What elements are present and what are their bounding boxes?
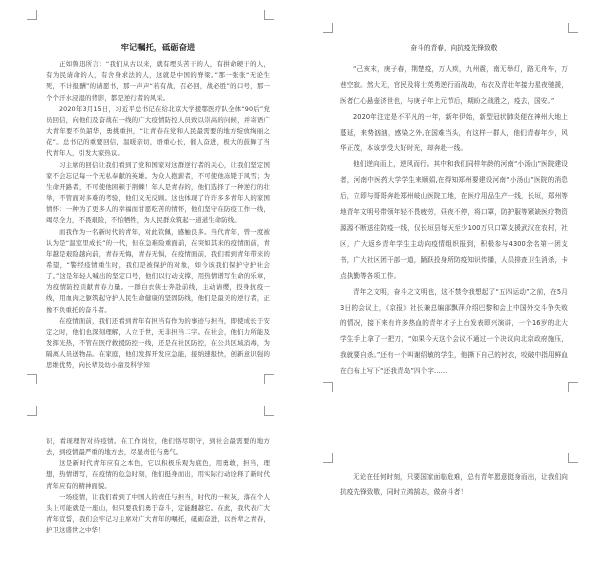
essay-title: 奋斗的青春，向抗疫先锋致敬: [410, 44, 498, 52]
document-page-2: [300, 0, 600, 395]
crop-mark-top-left: [323, 23, 333, 33]
paragraph: 2020年注定是不平凡的一年，新年伊始，新型冠状肺炎便在神州大地上蔓延，来势汹汹，感染之外,在国难当头，有这样一群人，他们青春年少，风华正茂，本该享受大好时光，却奔赴一线。: [340, 112, 568, 153]
document-page-3: [0, 400, 300, 563]
crop-mark-top-left: [27, 10, 37, 20]
crop-mark-top-right: [264, 10, 274, 20]
page-4-body: [340, 470, 568, 500]
crop-mark-bottom-left: [27, 374, 37, 384]
paragraph: 而我作为一名新时代的青年，对此钦佩，感触良多。当代青年，曾一度被认为是“温室里成长”的一代，但在急难险重面前，在突如其来的疫情面前，青年越是艰险越向前，青春无悔，青春无惧，在疫情面前，我们看到青年带来的希望，“警经疫情重生时，我们是被保护的对象，如今该我们保护守护社会了。”这是年轻人喊出的坚定口号，他们以行动支撑，用热情谱写生命的乐章，为疫情防控贡献青春力量。一群白衣侠士奔赴前线，主动请缨，投身抗疫一线，用血肉之躯筑起守护人民生命健康的坚固防线，他们是最美的逆行者，正像不负重托的奋斗者。: [46, 227, 270, 314]
paragraph: 习主席的回信让我们看到了党和国家对这群逆行者的关心，让我们坚定国家不会忘记每一个无私奉献的英雄。为众人抱薪者，不可使他冻毙于风雪；为生命开路者，不可使他困顿于荆棘！年人是青春的，他们选择了一种逆行的壮举，不管面对多难的考验，他们义无反顾。这也体现了许许多多青年人的家国情怀：一种为了更多人的幸福而甘愿吃苦的情怀，他们坚守在防疫工作一线，竭尽全力，不畏艰险，不怕牺牲，为人民群众筑起一道道生命防线。: [46, 160, 270, 225]
crop-mark-top-right: [264, 406, 274, 416]
paragraph: 2020年3月15日，习近平总书记在给北京大学援鄂医疗队全体“90后”党员回信，向他们及奋战在一线的广大疫情防控人员致以崇高的问候，并寄语广大青年要不负韶华，勇挑重担，“让青春在党和人民最需要的地方绽放绚丽之花”。总书记的重要回信，温暖亲切，语重心长，催人奋进，极大的鼓舞了当代青年人，引发大家热议。: [46, 104, 270, 158]
paragraph: 正如鲁迅所言：“我们从古以来，就有埋头苦干的人，有拼命硬干的人，有为民请命的人，有舍身求法的人，这就是中国的脊梁。”那一张张“无论生死，不计报酬”的请愿书，那一声声“若有战，召必回，战必胜”的口号，那一个个汗水浸湿的背影，都是逆行者的风采。: [46, 60, 270, 102]
crop-mark-bottom-right: [568, 382, 578, 392]
page-3-body: [46, 436, 270, 536]
document-page-4: [300, 400, 600, 563]
crop-mark-top-left: [27, 406, 37, 416]
paragraph: 这是新时代青年应有之本色，它以积极乐观为底色，用勇敢，担当，理想，热情谱写，在疫情的危急时刻，他们挺身而出，用实际行动诠释了新时代青年应有的精神面貌。: [46, 459, 270, 490]
document-page-1: [0, 0, 300, 395]
paragraph: 他们逆向而上，逆风而行。其中和我们同样年龄的河南“小汤山”医院建设者，河南中医药大学学生来顺娟,在得知郑州要建设河南“小汤山”医院的消息后，立即与哥哥奔赴郑州岐山医院工地，在医疗用品生产一线，长垣，郑州等地青年文明号带领年轻不畏疲劳，昼夜不停，将口罩，防护服等紧缺医疗物资源源不断送往防疫一线，仅长垣县每天至少100万只口罩支援武汉在农村，社区，广大返乡青年学生主动向疫情组织报到，积极参与4300余名第一团支书，广大社区团干部一道，踊跃投身所防疫知识传播，人员排查卫生消杀，卡点执勤等各项工作。: [340, 160, 568, 280]
paragraph: 识，看现理智对待疫情。在工作岗位，他们恪尽职守，到社会最需要的地方去，到疫情最严重的地方去，尽显责任与勇气。: [46, 437, 270, 457]
crop-mark-bottom-left: [323, 382, 333, 392]
page-2-body: [340, 41, 568, 380]
paragraph: “己亥末，庚子春，荆楚疫，万人疾，九州震，南无举灯，路无舟车，万巷空寂。然大无，官民及将士英勇逆行而战劫，布衣及青壮年接力星夜驰援，医者仁心悬壶济世也，与庚子年上元节后，期盼之战胜之，疫去，国安。”: [340, 64, 568, 105]
paragraph: 青年之文明，奋斗之文明也，这不禁令我想起了“五四运动”之前，在5月3日的会议上，《京报》社长兼总编邵飘萍介绍巴黎和会上中国外交斗争失败的情况，接下来有许多热血的青年才子上台发表即兴演讲，一个16岁的北大学生手上拿了一把刀，“如果今天这个会议不通过一个决议向北京政府施压，我就要自杀。”还有一个叫谢绍敏的学生，他撕下自己的衬衣，咬破中指用鲜血在白布上写下“还我青岛”四个字……: [340, 287, 568, 376]
crop-mark-bottom-right: [264, 374, 274, 384]
crop-mark-top-right: [568, 23, 578, 33]
crop-mark-top-right: [568, 453, 578, 463]
paragraph: 在疫情面前，我们还看到青年有担当有作为的事迹与担当，即使成长于安定之时，他们也深刻理解，人立于世，无非担当二字。在社会，他们力所能及发挥光热，不管在医疗救援防控一线，还是在社区防控，在公共区域消毒，为隔离人员送物品。在家庭，他们发挥开发应急能，接纳速报快，创新意识强的思维优势，向长辈及幼小童及科学知: [46, 316, 270, 370]
essay-title: 牢记嘱托，砥砺奋进: [120, 42, 196, 52]
crop-mark-top-left: [323, 453, 333, 463]
paragraph: 一场疫情，让我们看到了中国人的责任与担当，时代的一粒灰，落在个人头上可能就是一座山，但只要我们勇于奋斗，定能翻越它。在此，我代表广大青年宣誓，我们会牢记习主席对广大青年的嘱托，砥砺奋进，以吾辈之青春，护卫这盛世之中华！: [46, 492, 270, 535]
paragraph: 无论在任何时刻，只要国家面临危难，总有青年愿意挺身而出，让我们向抗疫先锋致敬，同时立鸿鹄志，做奋斗者！: [340, 473, 568, 496]
page-1-body: [46, 42, 270, 372]
